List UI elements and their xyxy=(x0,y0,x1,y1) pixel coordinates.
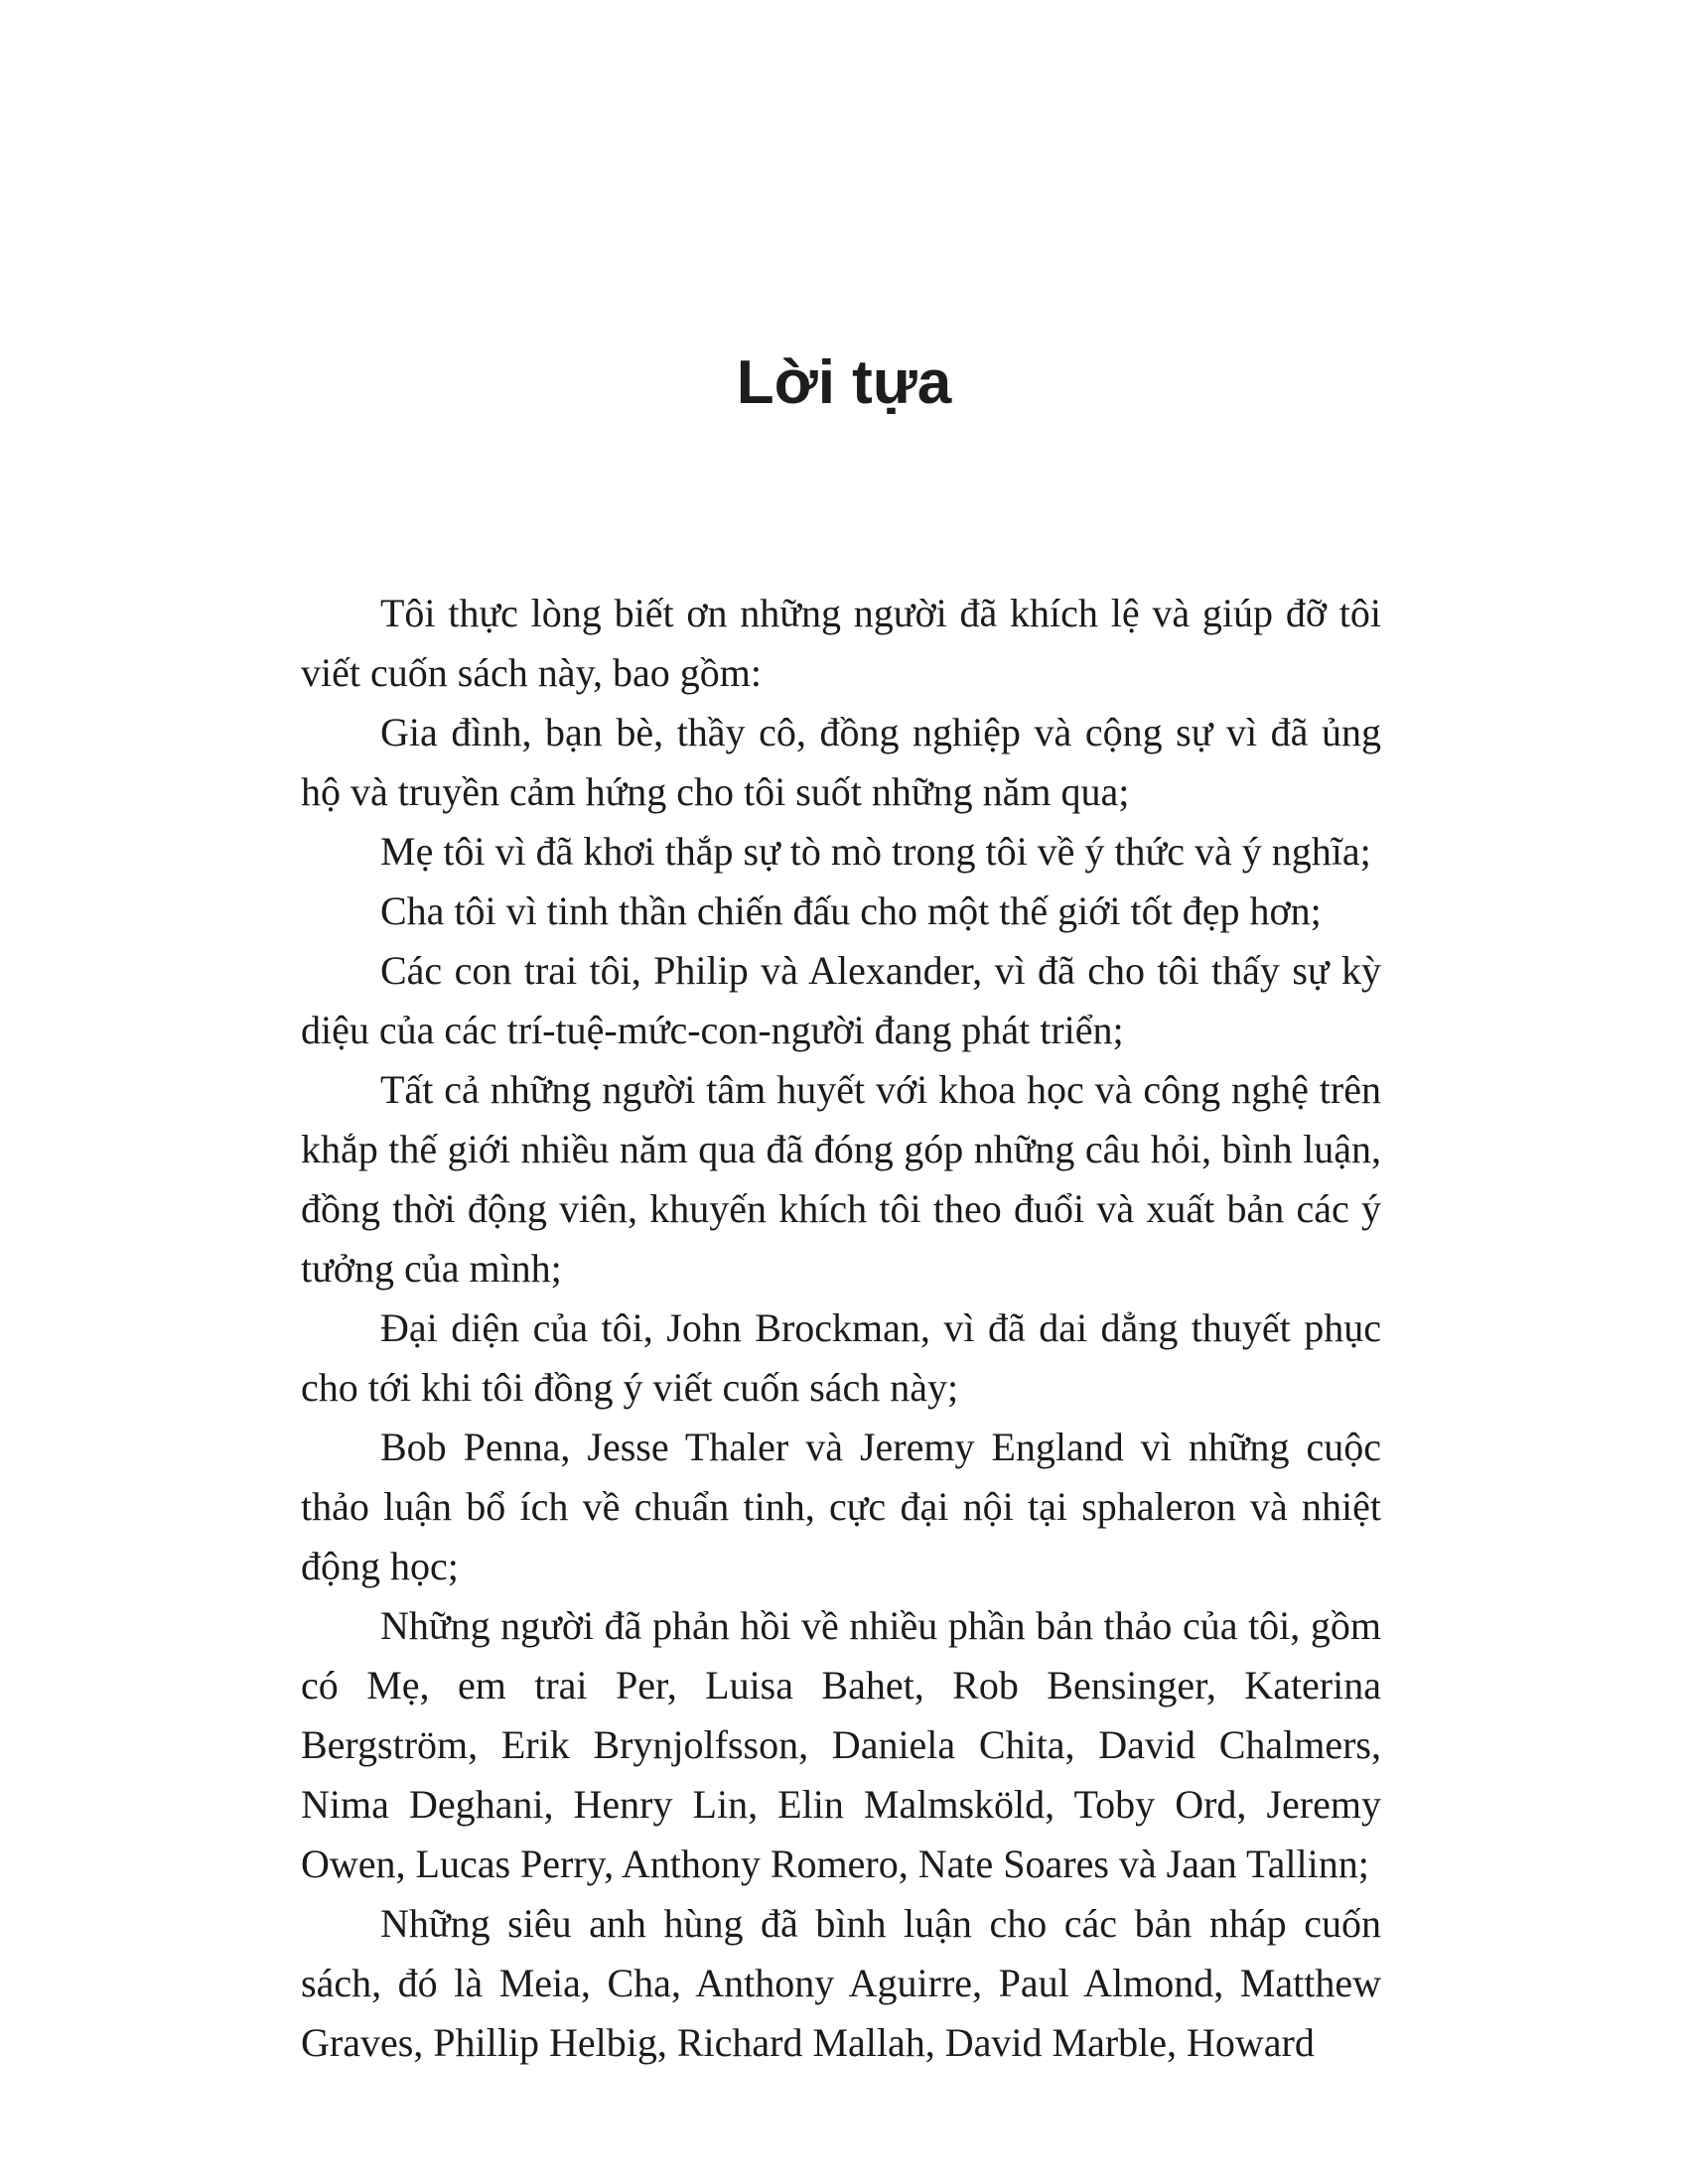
paragraph: Những người đã phản hồi về nhiều phần bản thảo của tôi, gồm có Mẹ, em trai Per, Luisa Bahet, Rob Bensinger, Katerina Bergström, Erik Brynjolfsson, Daniela Chita, David Chalmers, Nima Deghani, Henry Lin, Elin Malmsköld, Toby Ord, Jeremy Owen, Lucas Perry, Anthony Romero, Nate Soares và Jaan Tallinn; xyxy=(301,1603,1381,1886)
paragraph: Những siêu anh hùng đã bình luận cho các bản nháp cuốn sách, đó là Meia, Cha, Anthony Aguirre, Paul Almond, Matthew Graves, Phillip Helbig, Richard Mallah, David Marble, Howard xyxy=(301,1901,1381,2065)
paragraph: Mẹ tôi vì đã khơi thắp sự tò mò trong tôi về ý thức và ý nghĩa; xyxy=(380,829,1371,874)
paragraph: Bob Penna, Jesse Thaler và Jeremy England vì những cuộc thảo luận bổ ích về chuẩn tinh, cực đại nội tại sphaleron và nhiệt động học; xyxy=(301,1425,1381,1588)
paragraph: Cha tôi vì tinh thần chiến đấu cho một thế giới tốt đẹp hơn; xyxy=(380,888,1322,933)
paragraph: Các con trai tôi, Philip và Alexander, vì đã cho tôi thấy sự kỳ diệu của các trí-tuệ-mức-con-người đang phát triển; xyxy=(301,948,1381,1052)
paragraph: Tôi thực lòng biết ơn những người đã khích lệ và giúp đỡ tôi viết cuốn sách này, bao gồm: xyxy=(301,591,1381,695)
paragraph: Gia đình, bạn bè, thầy cô, đồng nghiệp và cộng sự vì đã ủng hộ và truyền cảm hứng cho tôi suốt những năm qua; xyxy=(301,710,1381,814)
paragraph: Tất cả những người tâm huyết với khoa học và công nghệ trên khắp thế giới nhiều năm qua đã đóng góp những câu hỏi, bình luận, đồng thời động viên, khuyến khích tôi theo đuổi và xuất bản các ý tưởng của mình; xyxy=(301,1067,1381,1291)
chapter-title: Lời tựa xyxy=(736,348,952,417)
body-text xyxy=(301,584,1381,2073)
paragraph: Đại diện của tôi, John Brockman, vì đã dai dẳng thuyết phục cho tới khi tôi đồng ý viết cuốn sách này; xyxy=(301,1305,1381,1410)
